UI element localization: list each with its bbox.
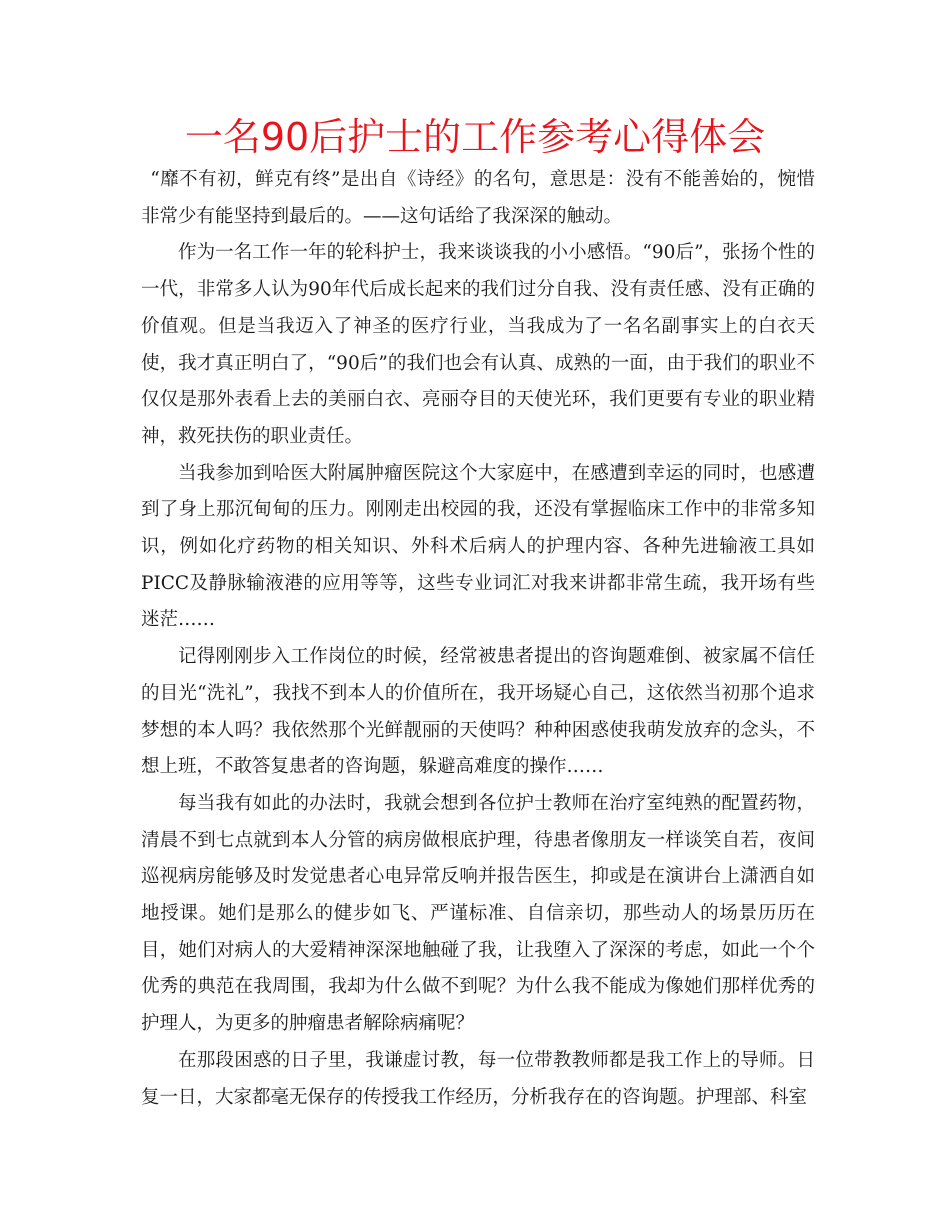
document-title: 一名90后护士的工作参考心得体会 bbox=[184, 115, 766, 159]
paragraph-3: 当我参加到哈医大附属肿瘤医院这个大家庭中，在感遭到幸运的同时，也感遭到了身上那沉甸甸的压力。刚刚走出校园的我，还没有掌握临床工作中的非常多知识，例如化疗药物的相关知识、外科术后病人的护理内容、各种先进输液工具如PICC及静脉输液港的应用等等，这些专业词汇对我来讲都非常生疏，我开场有些迷茫…… bbox=[141, 462, 815, 631]
paragraph-5: 每当我有如此的办法时，我就会想到各位护士教师在治疗室纯熟的配置药物，清晨不到七点就到本人分管的病房做根底护理，待患者像朋友一样谈笑自若，夜间巡视病房能够及时发觉患者心电异常反响并报告医生，抑或是在演讲台上潇洒自如地授课。她们是那么的健步如飞、严谨标准、自信亲切，那些动人的场景历历在目，她们对病人的大爱精神深深地触碰了我，让我堕入了深深的考虑，如此一个个优秀的典范在我周围，我却为什么做不到呢？为什么我不能成为像她们那样优秀的护理人，为更多的肿瘤患者解除病痛呢？ bbox=[141, 792, 815, 1035]
document-body bbox=[141, 162, 815, 1116]
paragraph-6: 在那段困惑的日子里，我谦虚讨教，每一位带教教师都是我工作上的导师。日复一日，大家都毫无保存的传授我工作经历，分析我存在的咨询题。护理部、科室 bbox=[141, 1049, 815, 1108]
paragraph-4: 记得刚刚步入工作岗位的时候，经常被患者提出的咨询题难倒、被家属不信任的目光“洗礼”，我找不到本人的价值所在，我开场疑心自己，这依然当初那个追求梦想的本人吗？我依然那个光鲜靓丽的天使吗？种种困惑使我萌发放弃的念头，不想上班，不敢答复患者的咨询题，躲避高难度的操作…… bbox=[141, 646, 815, 778]
paragraph-1: “靡不有初，鲜克有终”是出自《诗经》的名句，意思是：没有不能善始的，惋惜非常少有能坚持到最后的。——这句话给了我深深的触动。 bbox=[141, 169, 815, 227]
paragraph-2: 作为一名工作一年的轮科护士，我来谈谈我的小小感悟。“90后”，张扬个性的一代，非常多人认为90年代后成长起来的我们过分自我、没有责任感、没有正确的价值观。但是当我迈入了神圣的医疗行业，当我成为了一名名副事实上的白衣天使，我才真正明白了，“90后”的我们也会有认真、成熟的一面，由于我们的职业不仅仅是那外表看上去的美丽白衣、亮丽夺目的天使光环，我们更要有专业的职业精神，救死扶伤的职业责任。 bbox=[141, 242, 815, 447]
